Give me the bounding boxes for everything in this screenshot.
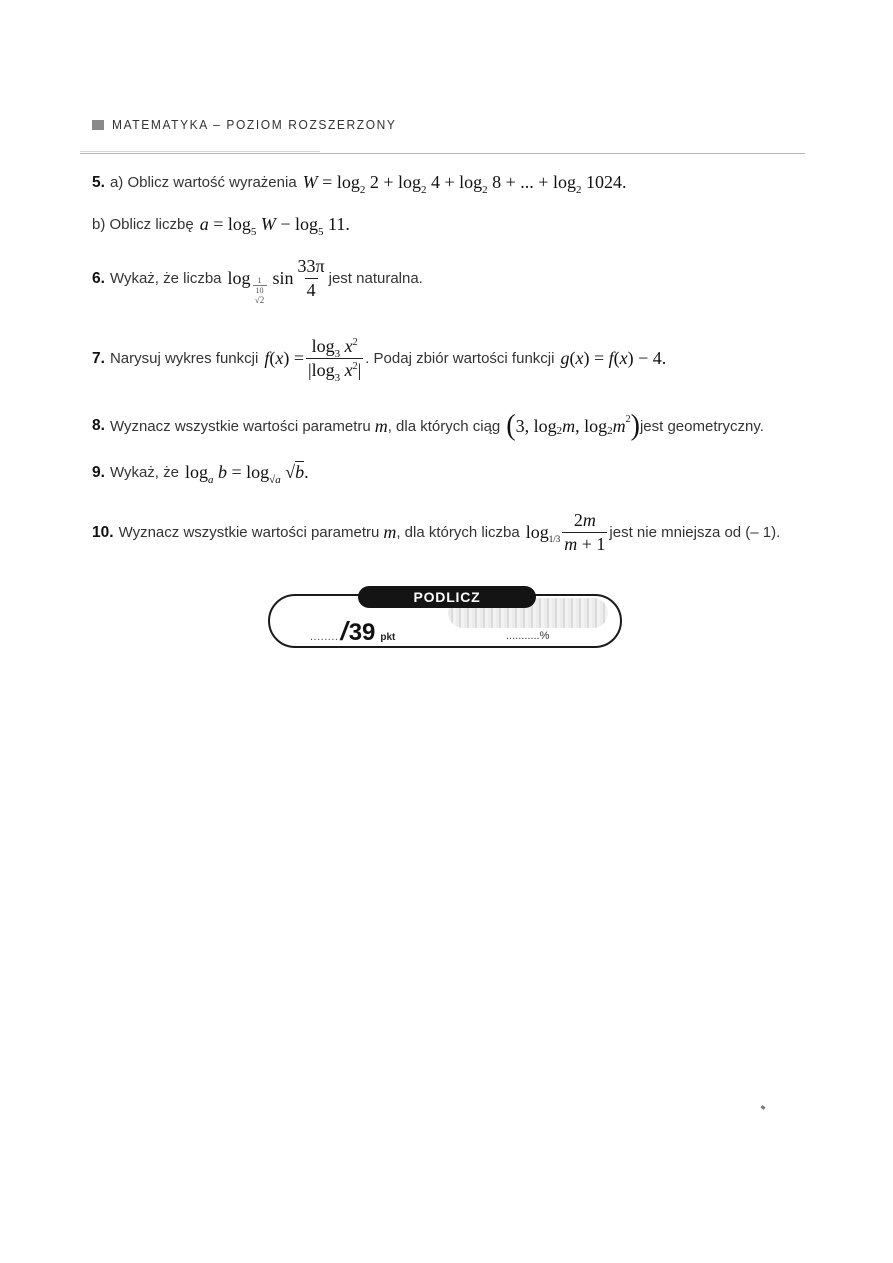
formula-log-identity: $\log_a b = \log_{√a} √b$. [184, 462, 309, 486]
param-m: m [374, 415, 388, 436]
task-text: Wyznacz wszystkie wartości parametru [109, 417, 371, 435]
header-divider-faint [80, 151, 320, 152]
formula-w: $W = \log_2 2 + \log_2 4 + \log_2 8$ + ... + $\log_2 1024$. [302, 172, 627, 196]
formula-log-sin: log 1 10 √2 sin $\frac{33\pi}{4}$ [227, 256, 325, 305]
task-text: Wykaż, że liczba [109, 270, 222, 287]
percent-blank[interactable]: ........... [506, 630, 540, 642]
points-total: 39 [348, 619, 376, 646]
formula-log-fraction: log 1/3 $\frac{2m}{m + 1}$ [525, 510, 606, 554]
task-number: 7. [92, 349, 105, 367]
param-m: m [383, 522, 397, 542]
points-unit: pkt [380, 632, 396, 643]
task-8 [92, 409, 764, 442]
formula-f: f ( x ) = $\frac{\log_3 x^2}{|\log_3 x^2|}$ [264, 336, 362, 384]
task-number: 6. [92, 269, 105, 287]
task-7 [92, 336, 667, 384]
task-text: Wyznacz wszystkie wartości parametru [118, 524, 380, 541]
task-number: 5. [92, 173, 105, 191]
task-5a [92, 172, 627, 196]
points-blank[interactable]: ........ [310, 631, 339, 643]
task-text-end: jest nie mniejsza od (– 1). [609, 524, 781, 541]
score-box [268, 586, 624, 650]
task-text-mid: , dla których ciąg [387, 417, 501, 435]
task-9 [92, 462, 309, 486]
task-number: 9. [92, 463, 105, 481]
page-header [92, 118, 397, 132]
task-6 [92, 256, 423, 305]
formula-sequence: ( 3, log 2 m , log 2 m 2 ) [506, 409, 640, 442]
percent-field [506, 630, 549, 642]
percent-sign: % [539, 630, 550, 642]
task-text-mid: , dla których liczba [396, 524, 520, 541]
task-number: 8. [92, 417, 105, 434]
task-text: a) Oblicz wartość wyrażenia [109, 174, 297, 191]
task-5b [92, 214, 350, 238]
task-text: Wykaż, że [109, 464, 179, 481]
log-base: 1 10 √2 [253, 276, 267, 305]
task-number: 10. [92, 523, 114, 541]
header-title: MATEMATYKA – POZIOM ROZSZERZONY [112, 117, 397, 133]
task-10 [92, 510, 780, 555]
task-text-end: jest naturalna. [328, 270, 423, 287]
task-text: Narysuj wykres funkcji [109, 350, 259, 367]
score-points [310, 616, 395, 647]
scan-speck [761, 1105, 766, 1110]
task-text: b) Oblicz liczbę [92, 216, 194, 233]
task-text-mid: . Podaj zbiór wartości funkcji [365, 350, 555, 367]
score-label: PODLICZ [358, 586, 536, 608]
slash: / [340, 616, 348, 646]
header-square-icon [92, 120, 104, 130]
formula-a: $a = \log_5 W - \log_5 11$. [199, 214, 350, 238]
formula-g: g(x) = f(x) − 4. [560, 348, 667, 368]
task-text-end: jest geometryczny. [639, 417, 764, 435]
header-divider [80, 153, 805, 154]
